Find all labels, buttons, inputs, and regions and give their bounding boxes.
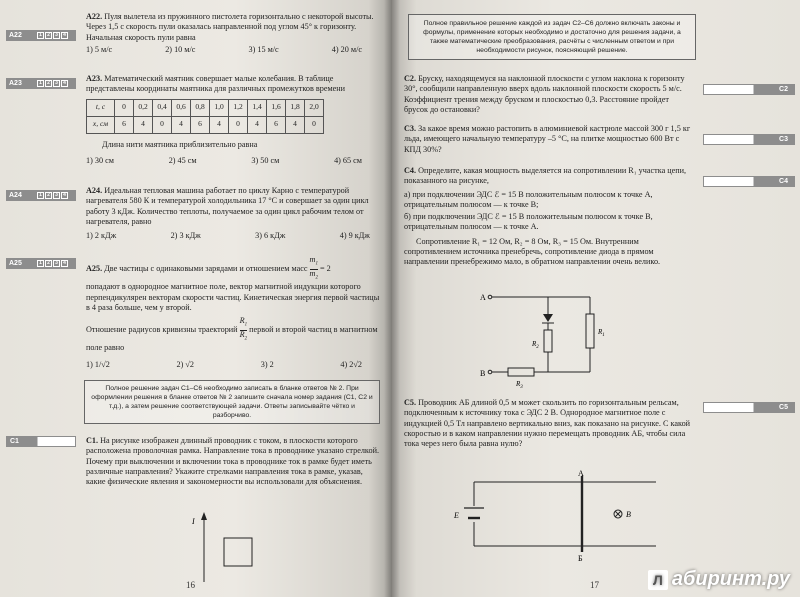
current-arrow-icon (201, 512, 207, 520)
question-a24: A24. Идеальная тепловая машина работает по циклу Карно с температурой нагревателя 580 К и температурой холодильника 17 °С и совершает за один цикл работу 3 кДж. Количество теплоты, получаемое за один цикл рабочим телом от нагревателя, равно 1) 2 кДж 2) 3 кДж 3) 6 кДж 4) 9 кДж (86, 186, 382, 241)
question-c2: C2. Бруску, находящемуся на наклонной плоскости с углом наклона к горизонту 30°, сообщили направленную вверх вдоль наклонной плоскости скорость 5 м/с. Коэффициент трения между бруском и плоскостью 0,3. Расстояние пройдет брусок до остановки? (404, 74, 685, 114)
resistor-r2 (544, 330, 552, 352)
diode-icon (543, 314, 553, 322)
radii-line: Отношение радиусов кривизны траекторий $\frac{R_1}{R_2}$ первой и второй частиц в магнитном поле равно (86, 316, 378, 353)
point-a-label: А (578, 470, 584, 478)
mass-ratio: $\frac{m_1}{m_2}$ (309, 255, 318, 281)
book-spine (384, 0, 400, 597)
wire-frame (224, 538, 252, 566)
answer-boxes: 1 2 3 4 (37, 192, 68, 199)
r3-label: $R_3$ (516, 380, 523, 388)
radii-ratio: $\frac{R_1}{R_2}$ (239, 316, 248, 342)
current-label: I (192, 517, 195, 526)
answer-tag-c3: C3 (703, 134, 795, 145)
question-c3: C3. За какое время можно растопить в алюминиевой кастрюле массой 300 г 1,5 кг льда, имеющего начальную температуру –5 °С, на плитке мощностью 600 Вт с КПД 30%? (404, 124, 691, 154)
answer-tag-c5: C5 (703, 402, 795, 413)
point-b-label: B (480, 369, 486, 378)
resistor-r1 (586, 314, 594, 348)
answer-options: 1) 30 см 2) 45 см 3) 50 см 4) 65 см (86, 155, 362, 165)
watermark: Л абиринт.ру (648, 568, 790, 591)
question-c1: C1. На рисунке изображен длинный проводник с током, в плоскости которого расположена проволочная рамка. Направление тока в проводнике указано стрелкой. Почему при выключении и включении тока в проводнике ток в рамке будет иметь различные направления? Укажите стрелками направления тока в рамке, указав, какие физические явления и закономерности вы использовали для объяснения. (86, 436, 379, 487)
c4-circuit-diagram (478, 288, 618, 388)
c5-rails-diagram (446, 470, 666, 562)
pendulum-table (86, 99, 324, 134)
question-a25: A25. Две частицы с одинаковыми зарядами и отношением масс $\frac{m_1}{m_2}$ = 2 попадают в однородное магнитное поле, вектор магнитной индукции которого перпендикулярен векторам скорости частиц. Кинетическая энергия первой частицы в 4 раза больше, чем у второй. Отношение радиусов кривизны траекторий $\frac{R_1}{R_2}$ первой и второй частиц в магнитном поле равно 1) 1/√2 2) √2 3) 2 4) 2√2 (86, 256, 382, 370)
r1-label: $R_1$ (598, 328, 605, 338)
emf-label: E (454, 511, 459, 520)
r2-label: $R_2$ (532, 340, 539, 350)
point-b-label: Б (578, 554, 583, 562)
answer-boxes: 1 2 3 4 (37, 32, 68, 39)
answer-boxes: 1 2 3 4 (37, 80, 68, 87)
question-c5: C5. Проводник АБ длиной 0,5 м может скользить по горизонтальным рельсам, подключенным к источнику тока с ЭДС 2 В. Однородное магнитное поле с индукцией 0,5 Тл направлено вертикально вниз, как показано на рисунке. С какой скоростью и в каком направлении нужно перемещать проводник АБ, чтобы сила тока через него была равна нулю? (404, 398, 691, 449)
instructions-note-right: Полное правильное решение каждой из задач С2–С6 должно включать законы и формулы, применение которых необходимо и достаточно для решения задачи, а также математические преобразования, расчёты с численным ответом и при необходимости рисунок, поясняющий решение. (408, 14, 696, 60)
resistor-r3 (508, 368, 534, 376)
instructions-note: Полное решение задач С1–С6 необходимо записать в бланке ответов № 2. При оформлении решения в бланке ответов № 2 запишите сначала номер задания (С1, С2 и т.д.), а затем решение соответствующей задачи. Ответы записывайте чётко и разборчиво. (84, 380, 380, 424)
answer-tag-a23: A23 1 2 3 4 (6, 78, 76, 89)
question-a23: A23. Математический маятник совершает малые колебания. В таблице представлены координаты маятника для различных промежутков времени t, с 0 0,2 0,4 0,6 0,8 1,0 1,2 1,4 1,6 1,8 2,0 x, см 6 4 0 4 6 4 0 4 6 4 0 Длина нити маятника приблизительно равна 1) 30 см 2) 45 см 3) 50 см 4) 65 см (86, 74, 382, 166)
c1-diagram (190, 512, 280, 582)
answer-options: 1) 2 кДж 2) 3 кДж 3) 6 кДж 4) 9 кДж (86, 231, 370, 241)
answer-options: 1) 5 м/с 2) 10 м/с 3) 15 м/с 4) 20 м/с (86, 44, 362, 54)
answer-tag-a22: A22 1 2 3 4 (6, 30, 76, 41)
terminal-b (488, 370, 492, 374)
answer-tag-c4: C4 (703, 176, 795, 187)
question-a22: A22. Пуля вылетела из пружинного пистолета горизонтально с некоторой высоты. Через 1,5 с скорость пули оказалась направленной под углом 45° к горизонту. Начальная скорость пули равна 1) 5 м/с 2) 10 м/с 3) 15 м/с 4) 20 м/с (86, 12, 382, 55)
answer-tag-a24: A24 1 2 3 4 (6, 190, 76, 201)
table-row: t, с 0 0,2 0,4 0,6 0,8 1,0 1,2 1,4 1,6 1,8 2,0 (87, 99, 324, 116)
page-number-left: 16 (186, 580, 195, 590)
point-a-label: A (480, 293, 486, 302)
page-number-right: 17 (590, 580, 599, 590)
answer-tag-a25: A25 1 2 3 4 (6, 258, 76, 269)
field-label: B (626, 510, 631, 519)
answer-tag-c1: C1 (6, 436, 76, 447)
labirint-logo-icon: Л (648, 570, 668, 590)
answer-options: 1) 1/√2 2) √2 3) 2 4) 2√2 (86, 359, 362, 369)
table-row: x, см 6 4 0 4 6 4 0 4 6 4 0 (87, 116, 324, 133)
question-c4: C4. Определите, какая мощность выделяется на сопротивлении R₁ участка цепи, показанного на рисунке, а) при подключении ЭДС ℰ = 15 В положительным полюсом к точке А, отрицательным полюсом — к точке В; б) при подключении ЭДС ℰ = 15 В положительным полюсом к точке В, отрицательным полюсом — к точке А. Сопротивление R₁ = 12 Ом, R₂ = 8 Ом, R₃ = 15 Ом. Внутренним сопротивлением источника пренебречь, сопротивление диода в прямом направлении пренебрежимо мало, в обратном направлении очень велико. (404, 166, 687, 267)
answer-boxes: 1 2 3 4 (37, 260, 68, 267)
terminal-a (488, 295, 492, 299)
answer-tag-c2: C2 (703, 84, 795, 95)
